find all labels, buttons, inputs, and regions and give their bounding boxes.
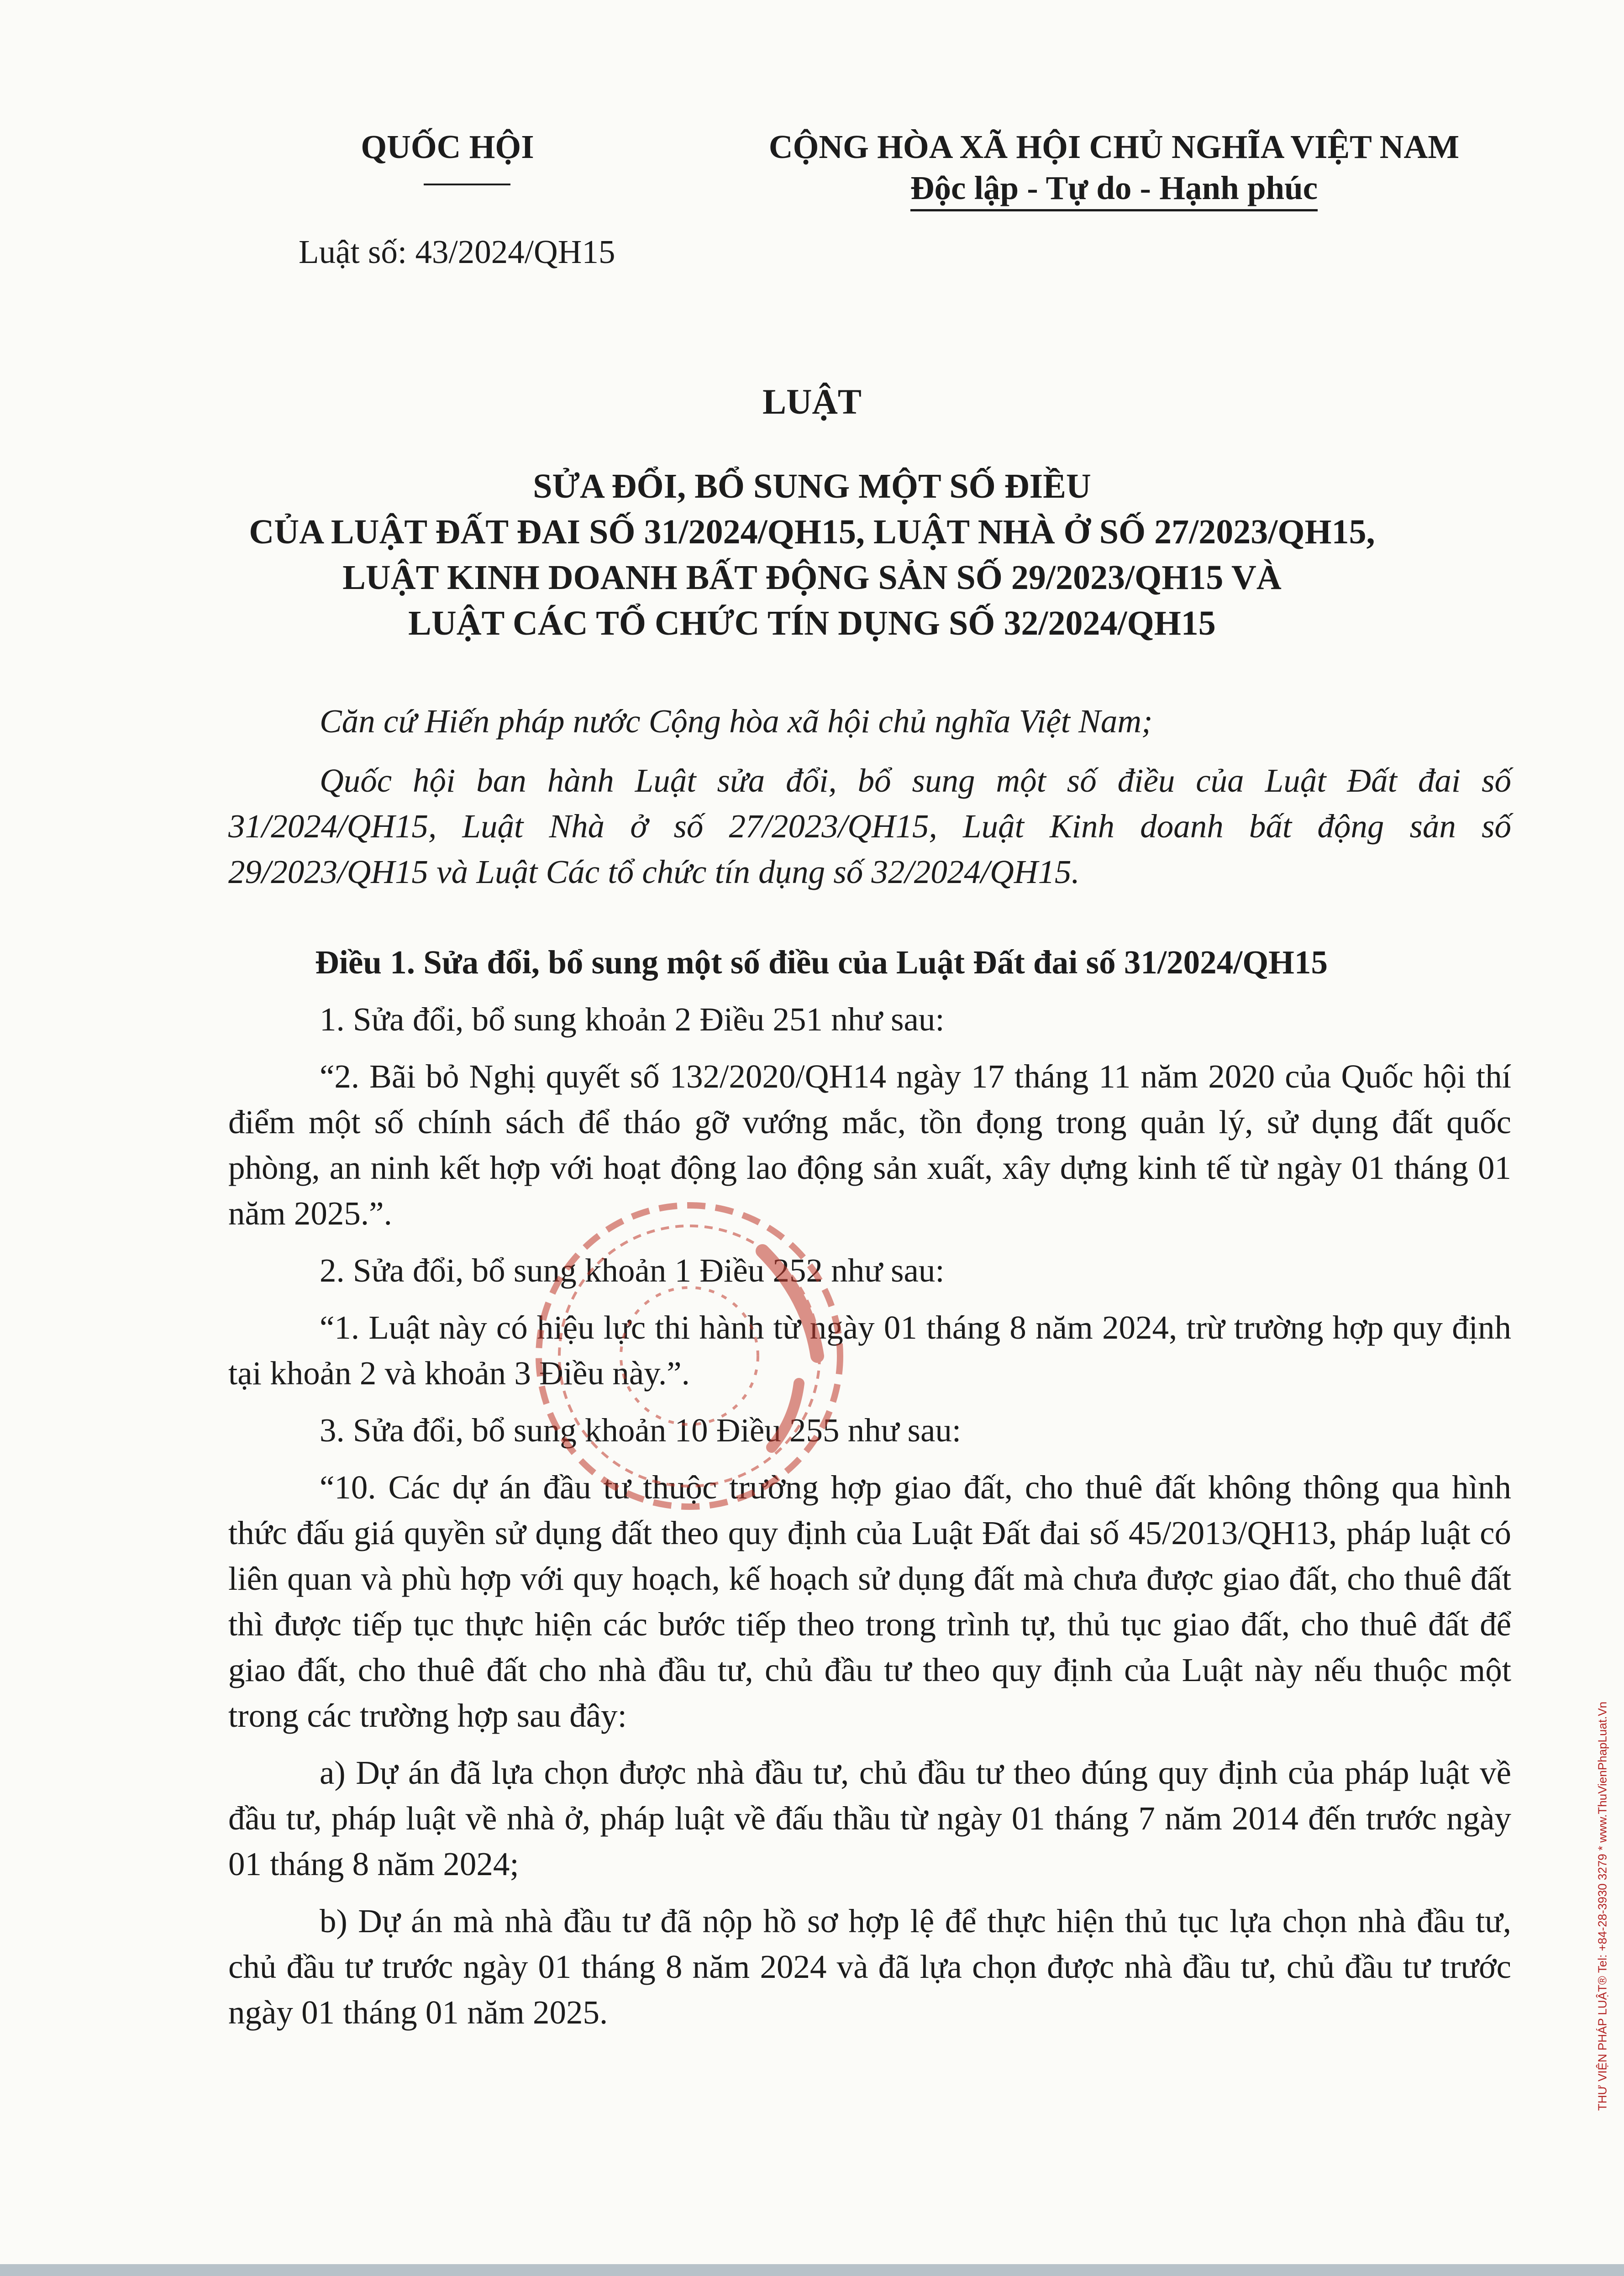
preamble	[228, 699, 1511, 895]
point-b: b) Dự án mà nhà đầu tư đã nộp hồ sơ hợp lệ để thực hiện thủ tục lựa chọn nhà đầu tư, chủ đầu tư trước ngày 01 tháng 8 năm 2024 và đã lựa chọn được nhà đầu tư, chủ đầu tư trước ngày 01 tháng 01 năm 2025.	[228, 1903, 1511, 2031]
country-name: CỘNG HÒA XÃ HỘI CHỦ NGHĨA VIỆT NAM	[768, 128, 1460, 165]
clause-3-text: “10. Các dự án đầu tư thuộc trường hợp giao đất, cho thuê đất không thông qua hình thức đấu giá quyền sử dụng đất theo quy định của Luật Đất đai số 45/2013/QH13, pháp luật có liên quan và phù hợp với quy hoạch, kế hoạch sử dụng đất mà chưa được giao đất, cho thuê đất thì được tiếp tục thực hiện các bước tiếp theo trong trình tự, thủ tục giao đất, cho thuê đất để giao đất, cho thuê đất cho nhà đầu tư, chủ đầu tư theo quy định của Luật này nếu thuộc một trong các trường hợp sau đây:	[228, 1469, 1511, 1734]
side-watermark	[1593, 1575, 1612, 2237]
clause-2: 2. Sửa đổi, bổ sung khoản 1 Điều 252 như sau:	[320, 1252, 945, 1289]
article-heading: Điều 1. Sửa đổi, bổ sung một số điều của Luật Đất đai số 31/2024/QH15	[315, 944, 1328, 981]
point-a: a) Dự án đã lựa chọn được nhà đầu tư, chủ đầu tư theo đúng quy định của pháp luật về đầu tư, pháp luật về nhà ở, pháp luật về đấu thầu từ ngày 01 tháng 7 năm 2014 đến trước ngày 01 tháng 8 năm 2024;	[228, 1754, 1511, 1882]
clause-3: 3. Sửa đổi, bổ sung khoản 10 Điều 255 như sau:	[320, 1412, 962, 1449]
subtitle-line: SỬA ĐỔI, BỔ SUNG MỘT SỐ ĐIỀU	[533, 467, 1091, 505]
motto-text: Độc lập - Tự do - Hạnh phúc	[910, 169, 1318, 211]
preamble-enactment: Quốc hội ban hành Luật sửa đổi, bổ sung một số điều của Luật Đất đai số 31/2024/QH15, Luật Nhà ở số 27/2023/QH15, Luật Kinh doanh bất động sản số 29/2023/QH15 và Luật Các tổ chức tín dụng số 32/2024/QH15.	[228, 762, 1511, 890]
watermark-text: THƯ VIỆN PHÁP LUẬT® Tel: +84-28-3930 3279 * www.ThuVienPhapLuat.Vn	[1595, 1701, 1609, 2111]
issuer-underline	[424, 184, 510, 185]
article-1	[228, 940, 1511, 2035]
subtitle-line: CỦA LUẬT ĐẤT ĐAI SỐ 31/2024/QH15, LUẬT NHÀ Ở SỐ 27/2023/QH15,	[249, 513, 1375, 551]
clause-1-text: “2. Bãi bỏ Nghị quyết số 132/2020/QH14 ngày 17 tháng 11 năm 2020 của Quốc hội thí điểm một số chính sách để tháo gỡ vướng mắc, tồn đọng trong quản lý, sử dụng đất quốc phòng, an ninh kết hợp với hoạt động lao động sản xuất, xây dựng kinh tế từ ngày 01 tháng 01 năm 2025.”.	[228, 1058, 1511, 1232]
subtitle-line: LUẬT KINH DOANH BẤT ĐỘNG SẢN SỐ 29/2023/QH15 VÀ	[342, 558, 1282, 597]
law-subtitle	[0, 463, 1624, 646]
law-number: Luật số: 43/2024/QH15	[299, 233, 615, 270]
page-bottom-edge	[0, 2264, 1624, 2276]
preamble-basis: Căn cứ Hiến pháp nước Cộng hòa xã hội chủ nghĩa Việt Nam;	[320, 703, 1153, 740]
issuer-name: QUỐC HỘI	[361, 128, 534, 165]
national-header	[749, 128, 1479, 211]
document-type: LUẬT	[762, 382, 862, 421]
subtitle-line: LUẬT CÁC TỔ CHỨC TÍN DỤNG SỐ 32/2024/QH15	[408, 604, 1216, 642]
clause-2-text: “1. Luật này có hiệu lực thi hành từ ngày 01 tháng 8 năm 2024, trừ trường hợp quy định tại khoản 2 và khoản 3 Điều này.”.	[228, 1309, 1511, 1392]
motto	[749, 169, 1479, 211]
clause-1: 1. Sửa đổi, bổ sung khoản 2 Điều 251 như sau:	[320, 1001, 945, 1038]
